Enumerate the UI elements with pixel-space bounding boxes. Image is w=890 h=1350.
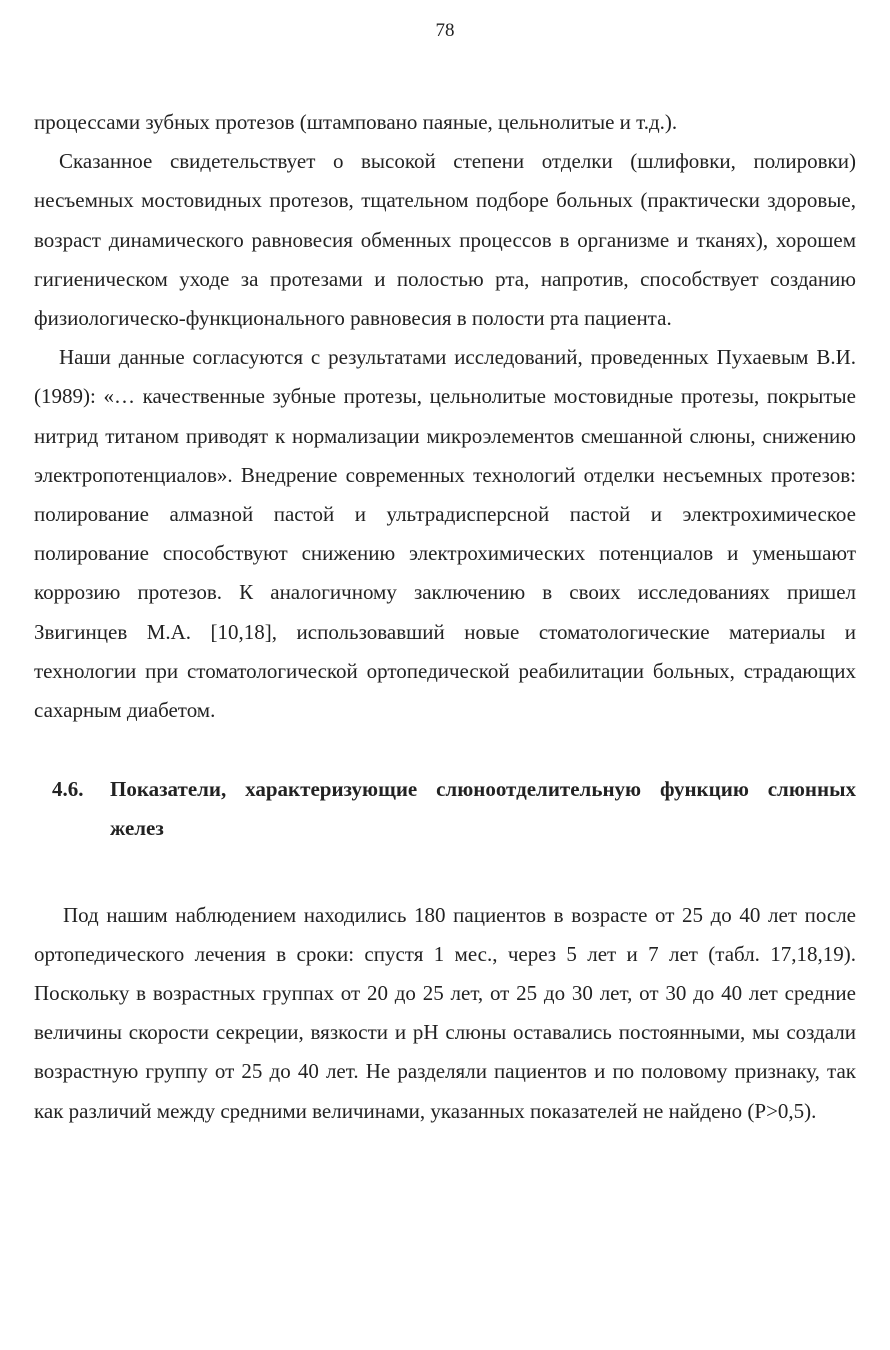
section-title: Показатели, характеризующие слюноотделительную функцию слюнных желез [110, 777, 856, 841]
page-number: 78 [435, 20, 455, 41]
paragraph-study-group: Под нашим наблюдением находились 180 пациентов в возрасте от 25 до 40 лет после ортопедического лечения в сроки: спустя 1 мес., через 5 лет и 7 лет (табл. 17,18,19). Поскольку в возрастных группах от 20 до 25 лет, от 25 до 30 лет, от 30 до 40 лет средние величины скорости секреции, вязкости и рН слюны оставались постоянными, мы создали возрастную группу от 25 до 40 лет. Не разделяли пациентов и по половому признаку, так как различий между средними величинами, указанных показателей не найдено (Р>0,5). [34, 902, 856, 1123]
paragraph-continuation: процессами зубных протезов (штамповано паяные, цельнолитые и т.д.). [34, 110, 678, 134]
section-number: 4.6. [52, 777, 84, 802]
section-heading [34, 770, 856, 848]
page-content [34, 103, 856, 1131]
paragraph-literature-comparison: Наши данные согласуются с результатами исследований, проведенных Пухаевым В.И. (1989): «… качественные зубные протезы, цельнолитые мостовидные протезы, покрытые нитрид титаном приводят к нормализации микроэлементов смешанной слюны, снижению электропотенциалов». Внедрение современных технологий отделки несъемных протезов: полирование алмазной пастой и ультрадисперсной пастой и электрохимическое полирование способствуют снижению электрохимических потенциалов и уменьшают коррозию протезов. К аналогичному заключению в своих исследованиях пришел Звигинцев М.А. [10,18], использовавший новые стоматологические материалы и технологии при стоматологической ортопедической реабилитации больных, страдающих сахарным диабетом. [34, 345, 856, 723]
paragraph-conclusion: Сказанное свидетельствует о высокой степени отделки (шлифовки, полировки) несъемных мостовидных протезов, тщательном подборе больных (практически здоровые, возраст динамического равновесия обменных процессов в организме и тканях), хорошем гигиеническом уходе за протезами и полостью рта, напротив, способствует созданию физиологическо-функционального равновесия в полости рта пациента. [34, 149, 856, 331]
